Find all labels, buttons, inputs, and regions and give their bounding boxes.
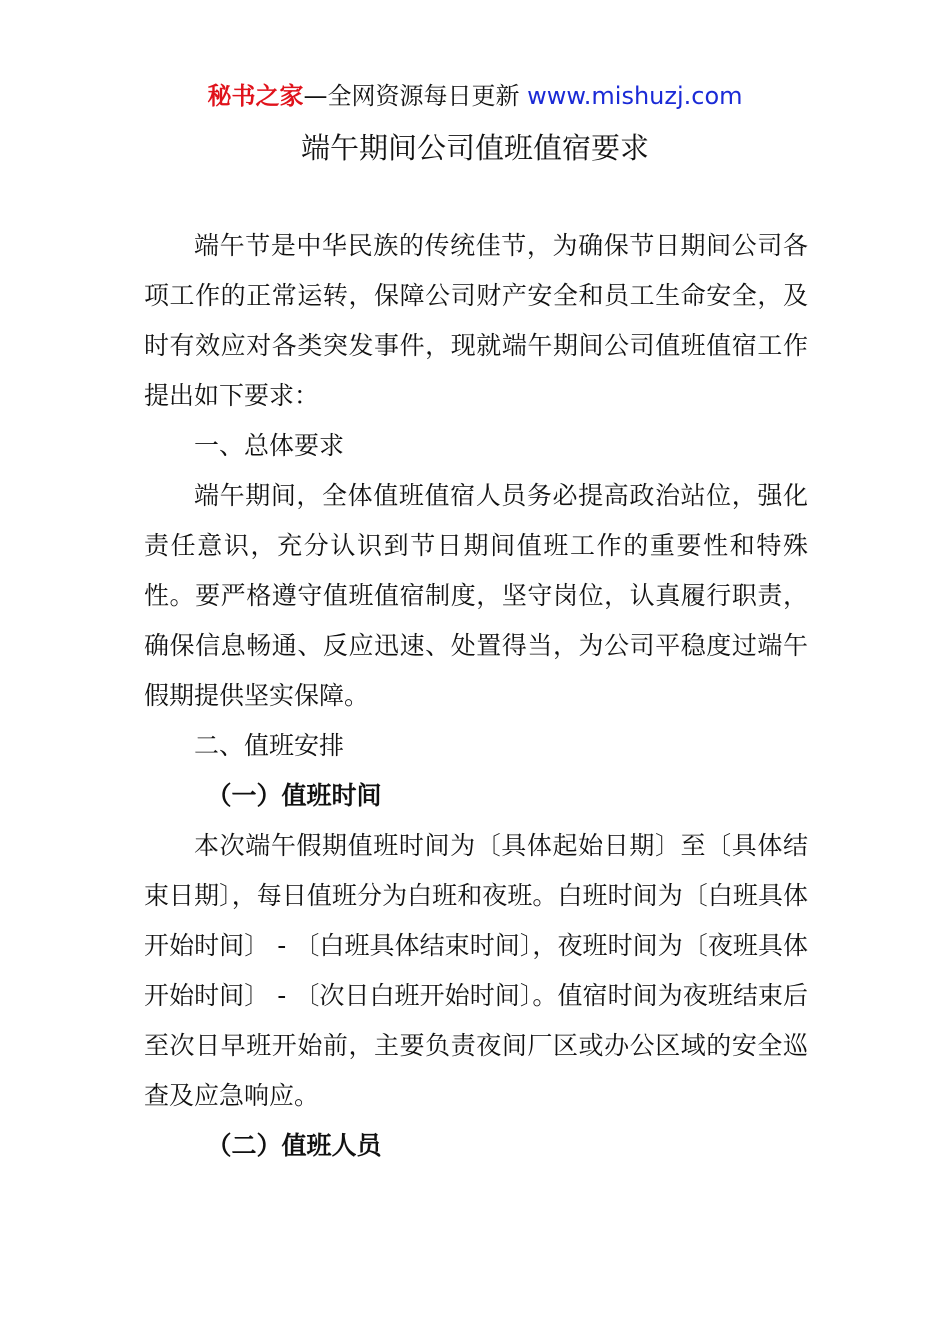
subsection-paragraph-time: 本次端午假期值班时间为〔具体起始日期〕至〔具体结束日期〕，每日值班分为白班和夜班。白班时间为〔白班具体开始时间〕 - 〔白班具体结束时间〕，夜班时间为〔夜班具体开始时间〕 - 〔次日白班开始时间〕。值宿时间为夜班结束后至次日早班开始前，主要负责夜间厂区或办公区域的安全巡查及应急响应。: [144, 831, 808, 1110]
section-heading-schedule: 二、值班安排: [194, 731, 345, 760]
section-paragraph-general: 端午期间，全体值班值宿人员务必提高政治站位，强化责任意识，充分认识到节日期间值班工作的重要性和特殊性。要严格遵守值班值宿制度，坚守岗位，认真履行职责，确保信息畅通、反应迅速、处置得当，为公司平稳度过端午假期提供坚实保障。: [144, 481, 808, 710]
site-url-link[interactable]: www.mishuzj.com: [527, 82, 743, 110]
subsection-heading-staff: （二）值班人员: [206, 1131, 382, 1160]
document-body: [144, 221, 808, 1171]
subsection-heading-time: （一）值班时间: [206, 781, 382, 810]
header-tagline: —全网资源每日更新: [303, 82, 528, 110]
site-header: [0, 80, 950, 112]
section-heading-general: 一、总体要求: [194, 431, 345, 460]
intro-paragraph: 端午节是中华民族的传统佳节，为确保节日期间公司各项工作的正常运转，保障公司财产安全和员工生命安全，及时有效应对各类突发事件，现就端午期间公司值班值宿工作提出如下要求：: [144, 231, 808, 410]
brand-name: 秘书之家: [207, 82, 304, 110]
document-title: 端午期间公司值班值宿要求: [300, 131, 649, 165]
